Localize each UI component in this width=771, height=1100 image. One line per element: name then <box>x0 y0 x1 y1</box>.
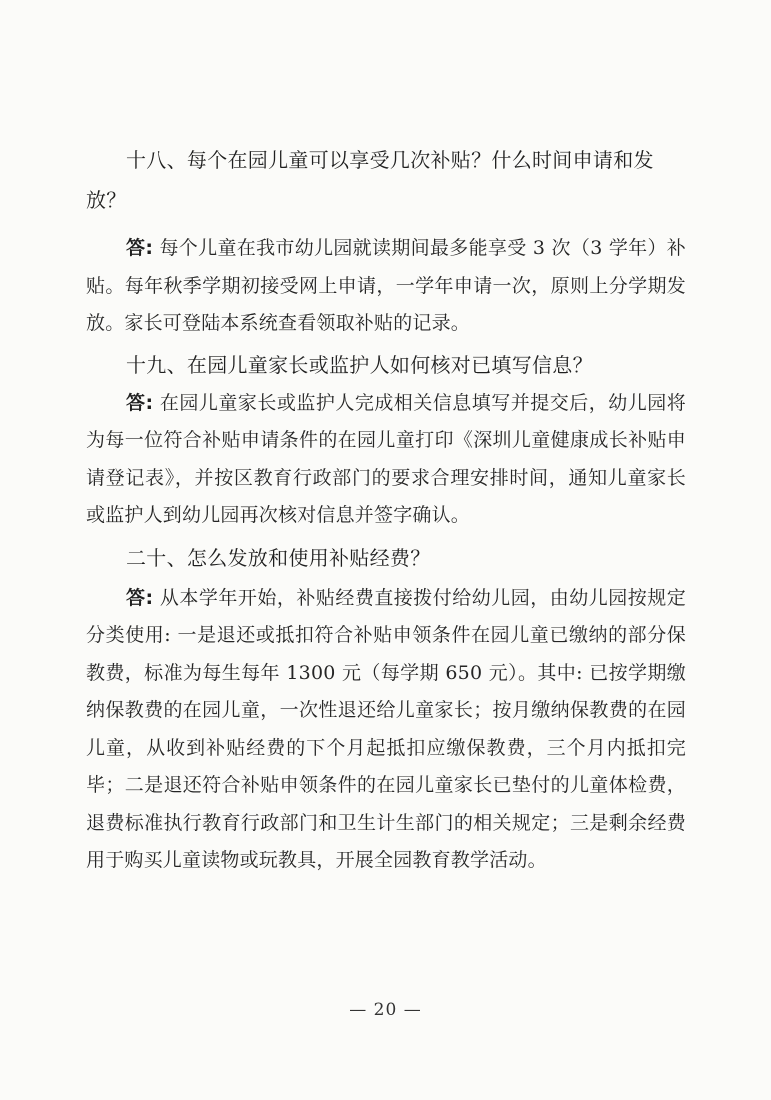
answer-label: 答: <box>126 391 154 414</box>
question-heading: 十九、在园儿童家长或监护人如何核对已填写信息？ <box>126 352 593 377</box>
answer-label: 答: <box>126 586 154 609</box>
answer-text: 在园儿童家长或监护人完成相关信息填写并提交后，幼儿园将为每一位符合补贴申请条件的在园儿童打印《深圳儿童健康成长补贴申请登记表》，并按区教育行政部门的要求合理安排时间，通知儿童家长或监护人到幼儿园再次核对信息并签字确认。 <box>86 391 686 526</box>
faq-item-18 <box>86 140 686 343</box>
document-body <box>86 140 686 880</box>
answer-label: 答: <box>126 237 154 259</box>
answer-text: 每个儿童在我市幼儿园就读期间最多能享受 3 次（3 学年）补贴。每年秋季学期初接受网上申请，一学年申请一次，原则上分学期发放。家长可登陆本系统查看领取补贴的记录。 <box>86 237 686 334</box>
answer-paragraph <box>86 230 686 343</box>
faq-item-19 <box>86 345 686 535</box>
page-number: — 20 — <box>349 1000 422 1020</box>
answer-text: 从本学年开始，补贴经费直接拨付给幼儿园，由幼儿园按规定分类使用: 一是退还或抵扣符合补贴申领条件在园儿童已缴纳的部分保教费，标准为每生每年 1300 元（每学期 650 元）。其中: 已按学期缴纳保教费的在园儿童，一次性退还给儿童家长；按月缴纳保教费的在园儿童，从收到补贴经费的下个月起抵扣应缴保教费，三个月内抵扣完毕；二是退还符合补贴申领条件的在园儿童家长已垫付的儿童体检费，退费标准执行教育行政部门和卫生计生部门的相关规定；三是剩余经费用于购买儿童读物或玩教具，开展全园教育教学活动。 <box>86 586 686 871</box>
faq-item-20 <box>86 538 686 880</box>
question-heading: 十八、每个在园儿童可以享受几次补贴？什么时间申请和发放？ <box>86 148 654 212</box>
answer-paragraph <box>86 385 686 535</box>
question-heading: 二十、怎么发放和使用补贴经费？ <box>126 545 431 570</box>
answer-paragraph <box>86 580 686 880</box>
